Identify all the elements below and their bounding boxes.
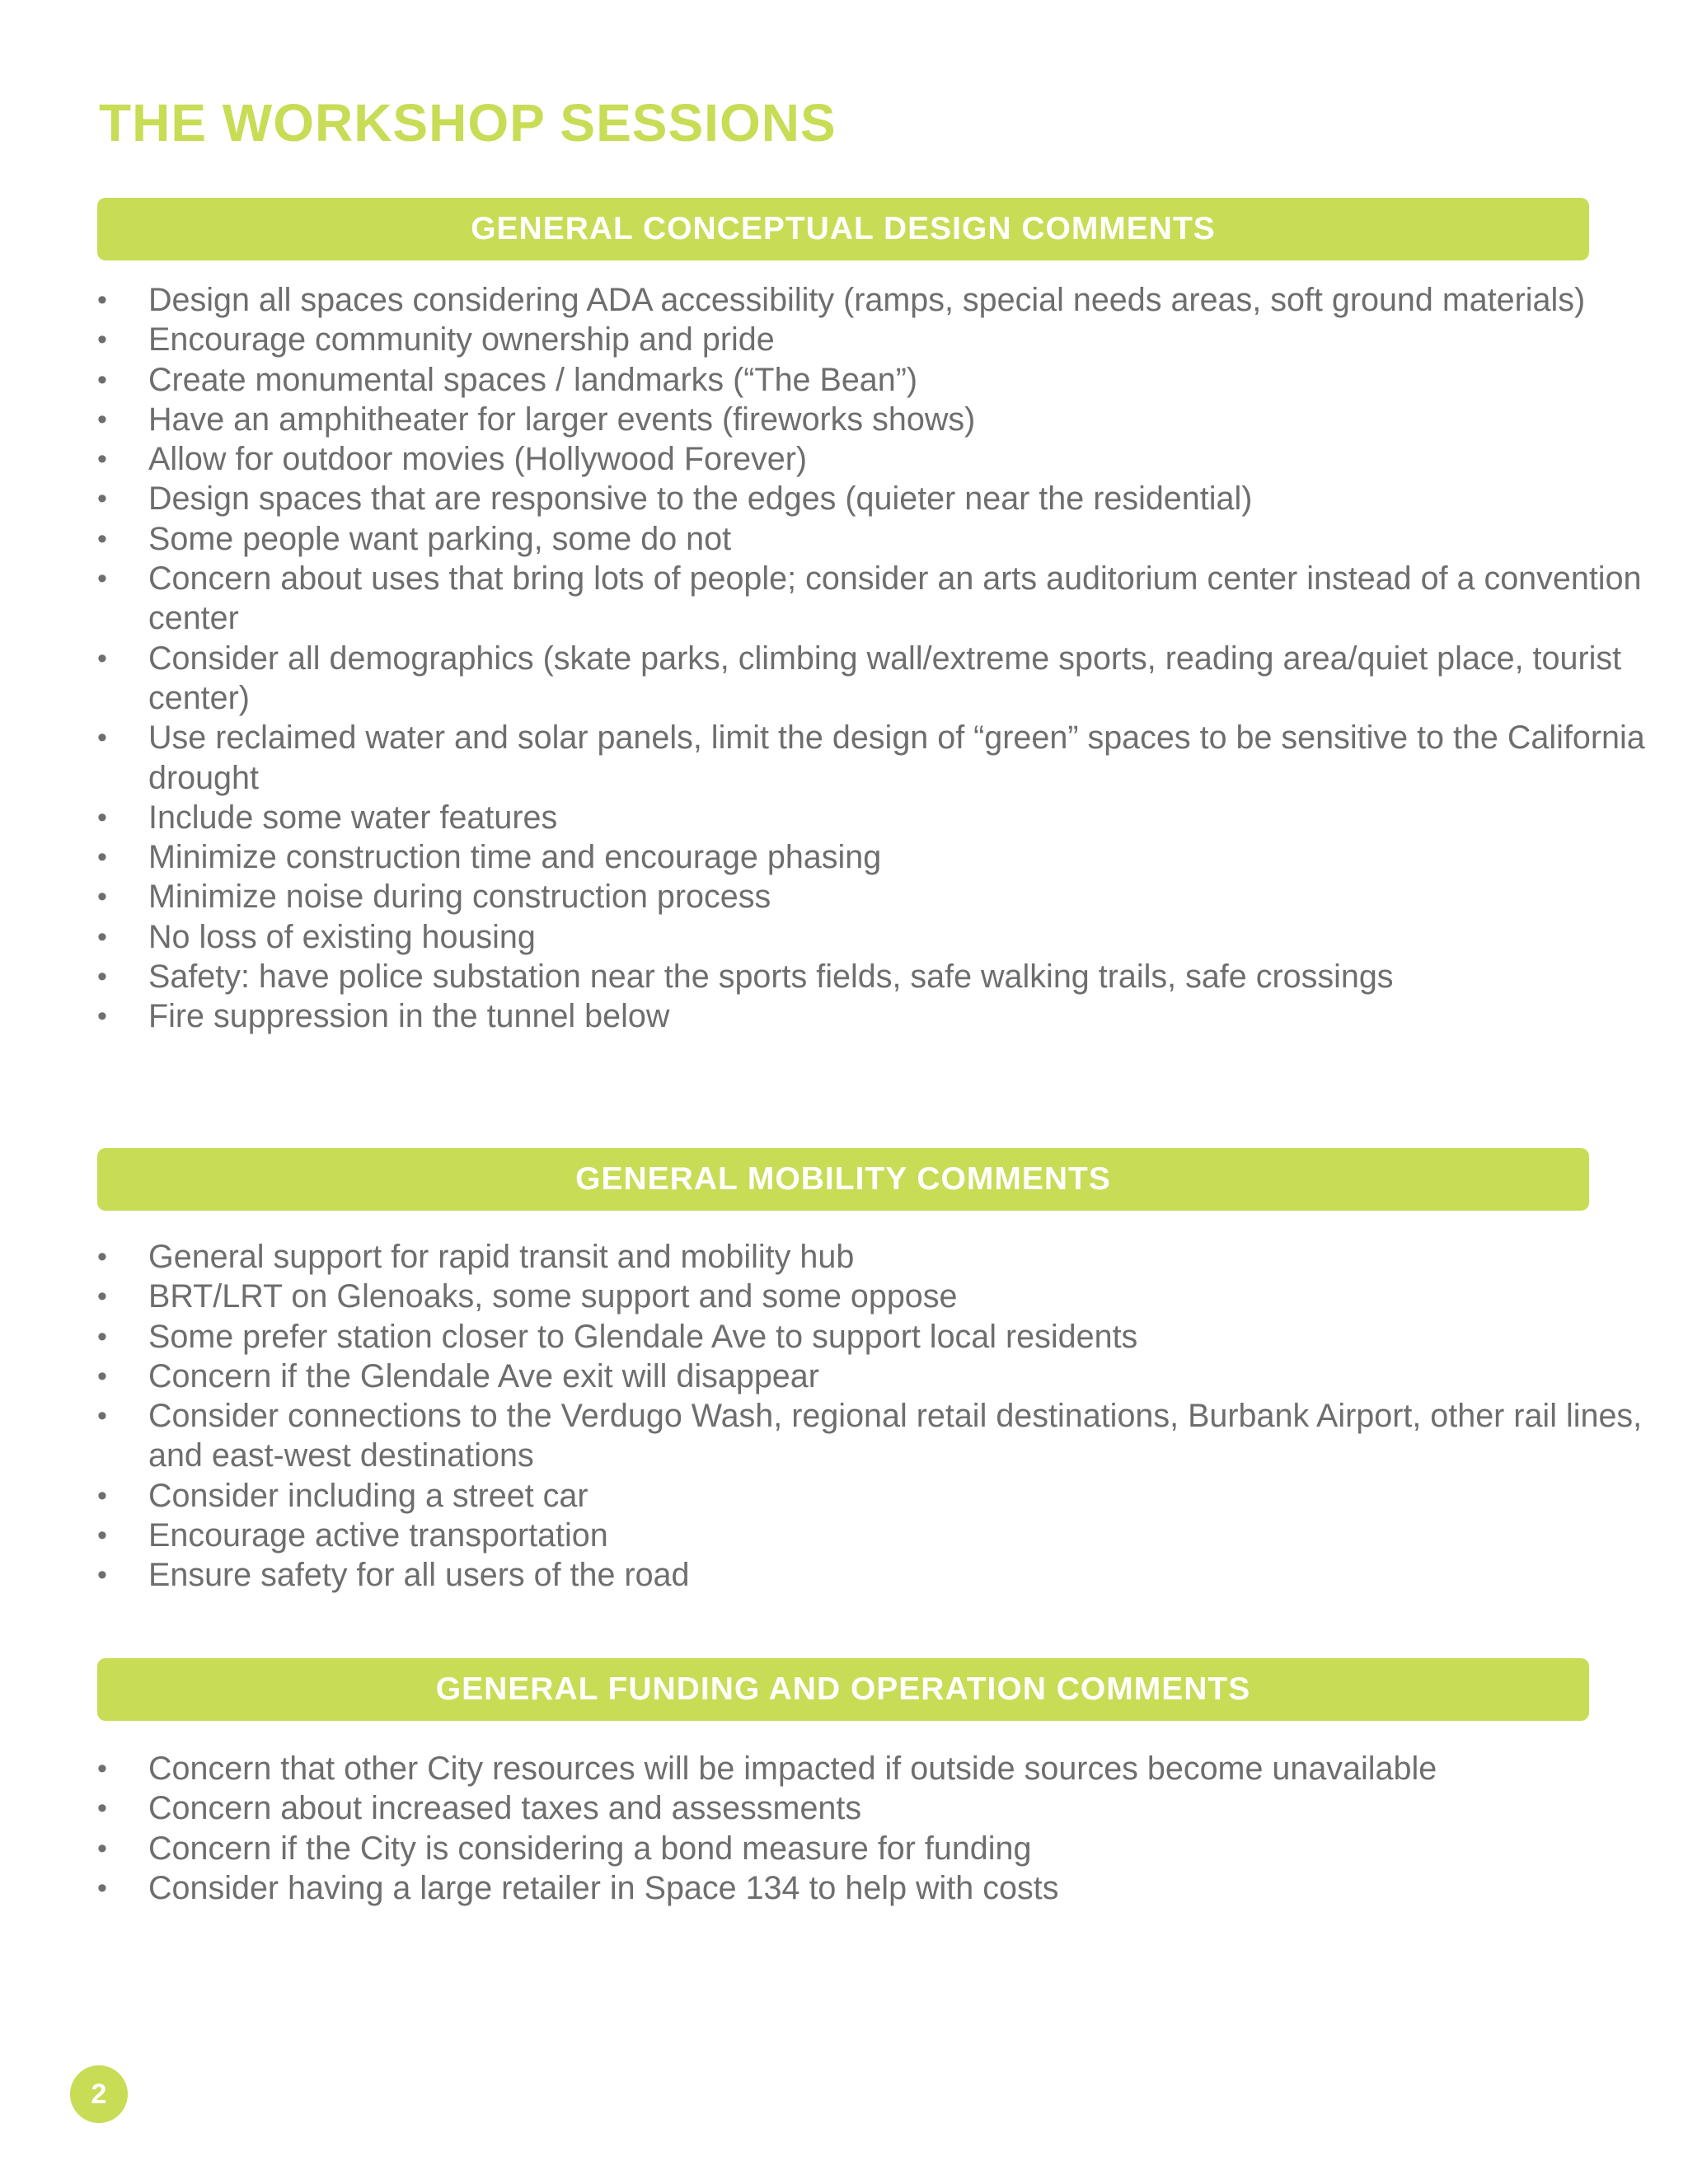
list-item-text: Minimize construction time and encourage phasing	[148, 839, 882, 876]
list-item	[97, 360, 1688, 400]
list-item-text: Some people want parking, some do not	[148, 520, 732, 557]
section-mobility	[97, 1148, 1643, 1596]
bullet-icon: •	[97, 1520, 107, 1552]
section-heading: GENERAL FUNDING AND OPERATION COMMENTS	[97, 1658, 1589, 1721]
list-item	[97, 1868, 1688, 1908]
list-item-text: Minimize noise during construction process	[148, 879, 771, 916]
section-heading: GENERAL CONCEPTUAL DESIGN COMMENTS	[97, 198, 1589, 260]
bullet-icon: •	[97, 1320, 107, 1352]
list-item-text: Consider including a street car	[148, 1477, 588, 1514]
list-item	[97, 1788, 1688, 1828]
list-item-text: Safety: have police substation near the sports fields, safe walking trails, safe crossings	[148, 958, 1394, 996]
list-item	[97, 718, 1688, 798]
list-item	[97, 1476, 1688, 1516]
bullet-icon: •	[97, 881, 107, 913]
list-item-text: Allow for outdoor movies (Hollywood Forever)	[148, 441, 808, 478]
list-item	[97, 639, 1688, 719]
list-item-text: Concern that other City resources will be impacted if outside sources become unavailable	[148, 1750, 1437, 1787]
list-item-text: Design all spaces considering ADA accessibility (ramps, special needs areas, soft ground materials)	[148, 282, 1586, 318]
list-item-text: Some prefer station closer to Glendale Ave to support local residents	[148, 1318, 1138, 1355]
list-item-text: No loss of existing housing	[148, 918, 536, 955]
list-item-text: BRT/LRT on Glenoaks, some support and some oppose	[148, 1278, 958, 1315]
bullet-icon: •	[97, 961, 107, 993]
bullet-icon: •	[97, 1400, 107, 1432]
list-item	[97, 559, 1688, 639]
list-item-text: Include some water features	[148, 799, 558, 836]
bullet-icon: •	[97, 1793, 107, 1825]
bullet-icon: •	[97, 483, 107, 515]
bullet-icon: •	[97, 642, 107, 674]
list-item	[97, 280, 1688, 320]
bullet-icon: •	[97, 722, 107, 754]
bullet-list	[97, 1749, 1589, 1908]
list-item-text: Fire suppression in the tunnel below	[148, 998, 670, 1035]
bullet-icon: •	[97, 324, 107, 356]
bullet-icon: •	[97, 801, 107, 833]
page-number: 2	[70, 2065, 128, 2123]
list-item	[97, 519, 1688, 559]
bullet-icon: •	[97, 363, 107, 396]
list-item	[97, 1396, 1688, 1476]
list-item	[97, 1357, 1688, 1396]
list-item	[97, 996, 1688, 1036]
list-item-text: Design spaces that are responsive to the edges (quieter near the residential)	[148, 480, 1253, 518]
list-item-text: Concern if the Glendale Ave exit will disappear	[148, 1357, 819, 1394]
list-item	[97, 1237, 1688, 1277]
bullet-icon: •	[97, 921, 107, 953]
list-item	[97, 877, 1688, 916]
list-item	[97, 400, 1688, 439]
list-item-text: Consider all demographics (skate parks, climbing wall/extreme sports, reading area/quiet place, tourist center)	[148, 640, 1622, 716]
section-heading: GENERAL MOBILITY COMMENTS	[97, 1148, 1589, 1211]
bullet-icon: •	[97, 1001, 107, 1033]
list-item-text: General support for rapid transit and mobility hub	[148, 1239, 855, 1275]
list-item	[97, 1829, 1688, 1868]
list-item	[97, 837, 1688, 877]
list-item	[97, 1277, 1688, 1316]
list-item	[97, 957, 1688, 996]
bullet-list	[97, 1237, 1643, 1596]
bullet-list	[97, 280, 1645, 1037]
list-item	[97, 1749, 1688, 1788]
list-item	[97, 1516, 1688, 1555]
list-item-text: Encourage active transportation	[148, 1517, 608, 1554]
bullet-icon: •	[97, 523, 107, 555]
bullet-icon: •	[97, 1281, 107, 1313]
section-conceptual-design	[97, 198, 1645, 1037]
list-item	[97, 1317, 1688, 1357]
list-item-text: Concern about increased taxes and assessments	[148, 1790, 862, 1827]
list-item	[97, 917, 1688, 957]
bullet-icon: •	[97, 563, 107, 595]
list-item	[97, 798, 1688, 837]
bullet-icon: •	[97, 1872, 107, 1904]
bullet-icon: •	[97, 1753, 107, 1784]
bullet-icon: •	[97, 1241, 107, 1272]
list-item-text: Consider connections to the Verdugo Wash, regional retail destinations, Burbank Airport, other rail lines, and east-west destinations	[148, 1398, 1643, 1474]
list-item	[97, 479, 1688, 518]
list-item	[97, 320, 1688, 359]
list-item-text: Use reclaimed water and solar panels, limit the design of “green” spaces to be sensitive to the California drought	[148, 719, 1645, 796]
bullet-icon: •	[97, 403, 107, 435]
list-item-text: Encourage community ownership and pride	[148, 321, 775, 359]
bullet-icon: •	[97, 1360, 107, 1392]
bullet-icon: •	[97, 1832, 107, 1864]
bullet-icon: •	[97, 443, 107, 476]
list-item-text: Concern about uses that bring lots of people; consider an arts auditorium center instead of a convention center	[148, 560, 1642, 637]
list-item	[97, 439, 1688, 479]
list-item-text: Concern if the City is considering a bond measure for funding	[148, 1830, 1032, 1867]
bullet-icon: •	[97, 841, 107, 874]
bullet-icon: •	[97, 1559, 107, 1591]
page-title: THE WORKSHOP SESSIONS	[99, 93, 837, 152]
bullet-icon: •	[97, 284, 107, 316]
bullet-icon: •	[97, 1479, 107, 1511]
list-item	[97, 1555, 1688, 1595]
list-item-text: Ensure safety for all users of the road	[148, 1557, 690, 1594]
list-item-text: Consider having a large retailer in Space 134 to help with costs	[148, 1869, 1059, 1906]
list-item-text: Have an amphitheater for larger events (fireworks shows)	[148, 401, 976, 438]
list-item-text: Create monumental spaces / landmarks (“The Bean”)	[148, 361, 918, 398]
section-funding-operation	[97, 1658, 1589, 1908]
